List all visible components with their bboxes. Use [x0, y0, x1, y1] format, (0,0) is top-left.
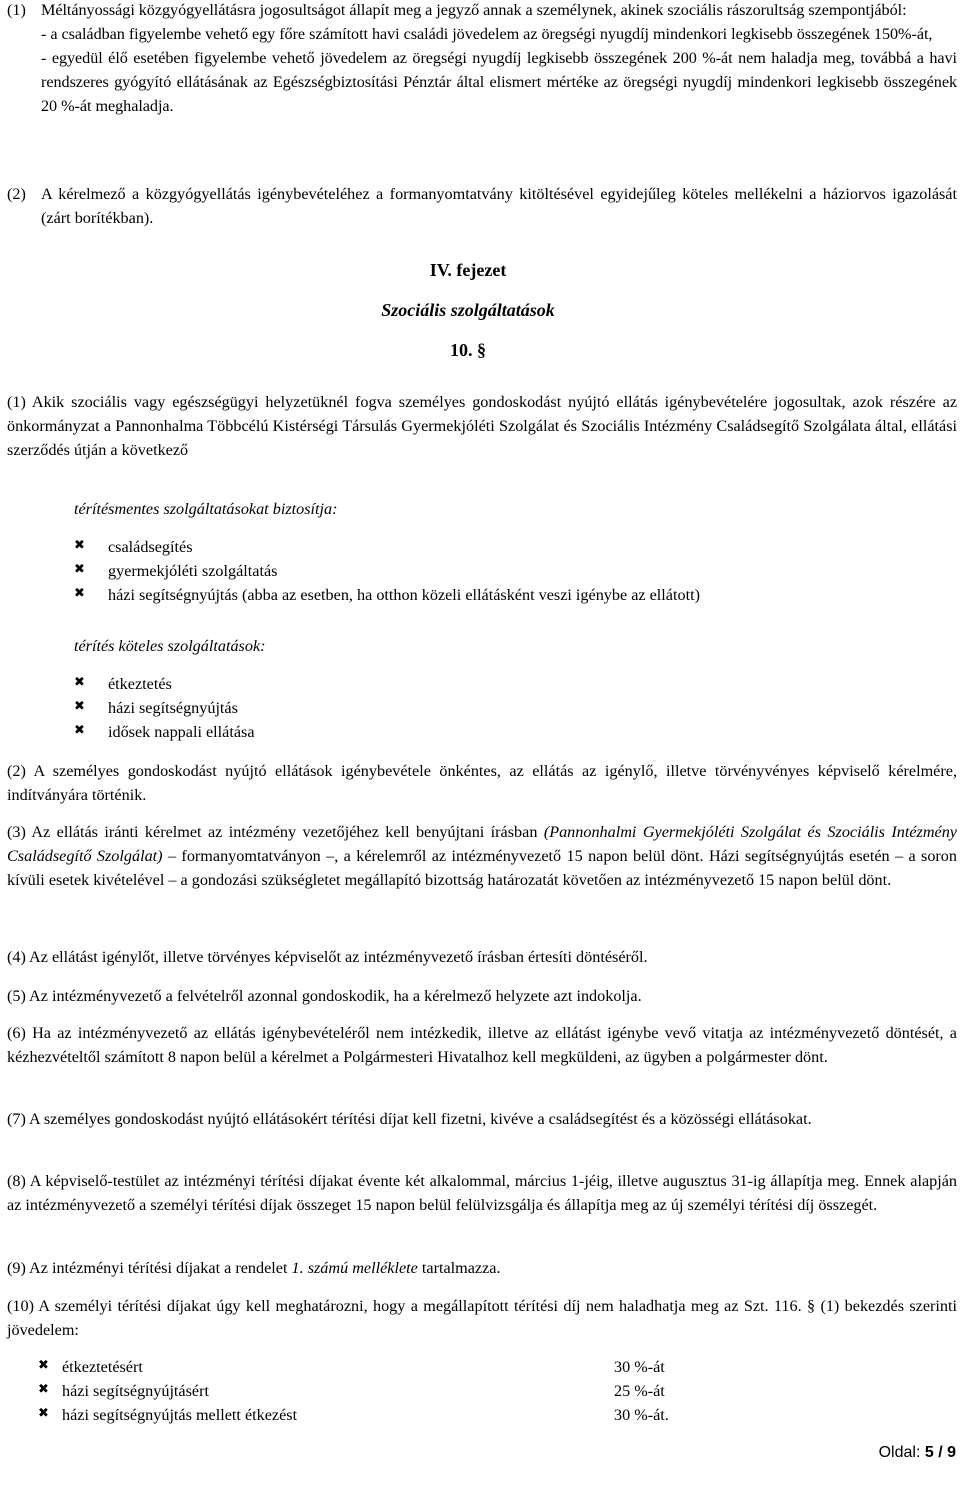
fee-list [38, 1355, 669, 1427]
paragraph-10-2: (2) A személyes gondoskodást nyújtó ellátások igénybevétele önkéntes, az ellátás az igénylő, illetve törvényvényes képviselő kérelmére, indítványára történik. [7, 762, 957, 804]
paragraph-10-10: (10) A személyi térítési díjakat úgy kell meghatározni, hogy a megállapított térítési díj nem haladhatja meg az Szt. 116. § (1) bekezdés szerinti jövedelem: [7, 1297, 957, 1339]
paragraph-10-4: (4) Az ellátást igénylőt, illetve törvényes képviselőt az intézményvezető írásban értesíti döntéséről. [7, 948, 648, 966]
paragraph-number: (1) [7, 1, 26, 19]
paid-services-list [74, 672, 255, 744]
page-number: 5 / 9 [924, 1444, 956, 1461]
paragraph-line: - a családban figyelembe vehető egy főre számított havi családi jövedelem az öregségi nyugdíj mindenkori legkisebb összegének 150%-át, [41, 25, 933, 43]
paragraph-text: A kérelmező a közgyógyellátás igénybevételéhez a formanyomtatvány kitöltésével egyidejűleg köteles mellékelni a háziorvos igazolását (zárt borítékban). [41, 185, 957, 227]
cross-bullet-icon: ✖ [38, 1358, 49, 1373]
paragraph-10-3: (3) Az ellátás iránti kérelmet az intézmény vezetőjéhez kell benyújtani írásban (Pannonhalmi Gyermekjóléti Szolgálat és Szociális Intézmény Családsegítő Szolgálat) – formanyomtatványon –, a kérelemről az intézményvezető 15 napon belül dönt. Házi segítségnyújtás esetén – a soron kívüli esetek kivételével – a gondozási szükségletet megállapító bizottság határozatát követően az intézményvezető 15 napon belül dönt. [7, 823, 957, 889]
paragraph-10-1: (1) Akik szociális vagy egészségügyi helyzetüknél fogva személyes gondoskodást nyújtó ellátás igénybevételére jogosultak, azok részére az önkormányzat a Pannonhalma Többcélú Kistérségi Társulás Gyermekjóléti Szolgálat és Szociális Intézmény Családsegítő Szolgálata által, ellátási szerződés útján a következő [7, 393, 957, 459]
paragraph-10-6: (6) Ha az intézményvezető az ellátás igénybevételéről nem intézkedik, illetve az ellátást igénybe vevő vitatja az intézményvezető döntését, a kézhezvételtől számított 8 napon belül a kérelmet a Polgármesteri Hivatalhoz kell megküldeni, az ügyben a polgármester dönt. [7, 1024, 957, 1066]
list-item: ✖ étkeztetésért 30 %-át [38, 1355, 669, 1379]
paragraph-10-8: (8) A képviselő-testület az intézményi térítési díjakat évente két alkalommal, március 1-jéig, illetve augusztus 31-ig állapítja meg. Ennek alapján az intézményvezető a személyi térítési díjak összeget 15 napon belül felülvizsgálja és állapítja meg az új személyi térítési díj összegét. [7, 1172, 957, 1214]
cross-bullet-icon: ✖ [74, 538, 85, 553]
cross-bullet-icon: ✖ [74, 723, 85, 738]
page-footer [879, 1441, 956, 1465]
cross-bullet-icon: ✖ [38, 1406, 49, 1421]
paragraph-line: - egyedül élő esetében figyelembe vehető jövedelem az öregségi nyugdíj legkisebb összegének 200 %-át nem haladja meg, továbbá a havi rendszeres gyógyító ellátásának az Egészségbiztosítási Pénztár által elismert mértéke az öregségi nyugdíj mindenkori legkisebb összegének 20 %-át meghaladja. [41, 49, 957, 115]
paragraph-9-1 [7, 0, 957, 118]
list-item: ✖ házi segítségnyújtás [74, 696, 255, 720]
free-services-list [74, 535, 700, 607]
paragraph-10-9: (9) Az intézményi térítési díjakat a rendelet 1. számú melléklete tartalmazza. [7, 1259, 501, 1277]
cross-bullet-icon: ✖ [74, 699, 85, 714]
paragraph-text: Méltányossági közgyógyellátásra jogosultságot állapít meg a jegyző annak a személynek, akinek szociális rászorultság szempontjából: [41, 1, 907, 19]
free-services-label: térítésmentes szolgáltatásokat biztosítja: [74, 500, 338, 518]
paragraph-10-5: (5) Az intézményvezető a felvételről azonnal gondoskodik, ha a kérelmező helyzete azt indokolja. [7, 987, 642, 1005]
cross-bullet-icon: ✖ [74, 675, 85, 690]
list-item: ✖ családsegítés [74, 535, 700, 559]
cross-bullet-icon: ✖ [38, 1382, 49, 1397]
paragraph-number: (2) [7, 185, 26, 203]
page-label: Oldal: [878, 1444, 925, 1461]
list-item: ✖ étkeztetés [74, 672, 255, 696]
cross-bullet-icon: ✖ [74, 586, 85, 601]
paragraph-9-2 [7, 182, 957, 230]
cross-bullet-icon: ✖ [74, 562, 85, 577]
list-item: ✖ házi segítségnyújtásért 25 %-át [38, 1379, 669, 1403]
section-number: 10. § [450, 340, 486, 360]
chapter-subtitle: Szociális szolgáltatások [381, 300, 555, 320]
paragraph-10-7: (7) A személyes gondoskodást nyújtó ellátásokért térítési díjat kell fizetni, kivéve a családsegítést és a közösségi ellátásokat. [7, 1110, 812, 1128]
list-item: ✖ gyermekjóléti szolgáltatás [74, 559, 700, 583]
paid-services-label: térítés köteles szolgáltatások: [74, 637, 266, 655]
list-item: ✖ házi segítségnyújtás mellett étkezést 30 %-át. [38, 1403, 669, 1427]
list-item: ✖ házi segítségnyújtás (abba az esetben, ha otthon közeli ellátásként veszi igénybe az ellátott) [74, 583, 700, 607]
list-item: ✖ idősek nappali ellátása [74, 720, 255, 744]
chapter-title: IV. fejezet [429, 260, 507, 280]
